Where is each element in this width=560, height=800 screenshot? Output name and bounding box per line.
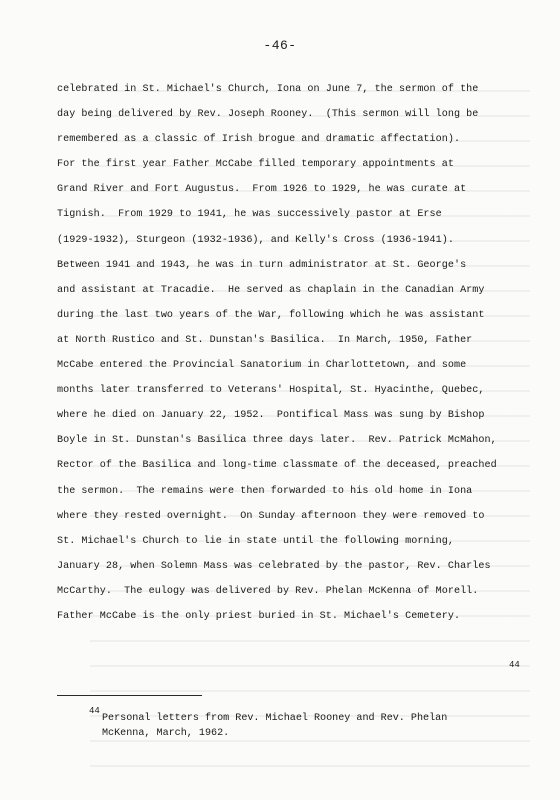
body-line: and assistant at Tracadie. He served as chaplain in the Canadian Army	[57, 284, 485, 296]
page-number: -46-	[263, 38, 297, 53]
footnote-line: Personal letters from Rev. Michael Rooney and Rev. Phelan	[102, 713, 448, 724]
body-line: at North Rustico and St. Dunstan's Basilica. In March, 1950, Father	[57, 334, 473, 346]
body-line: Rector of the Basilica and long-time classmate of the deceased, preached	[57, 460, 497, 472]
body-line: Boyle in St. Dunstan's Basilica three days later. Rev. Patrick McMahon,	[57, 435, 497, 447]
body-line: Grand River and Fort Augustus. From 1926 to 1929, he was curate at	[57, 184, 467, 196]
body-line: McCarthy. The eulogy was delivered by Rev. Phelan McKenna of Morell.	[57, 585, 479, 597]
body-line: months later transferred to Veterans' Hospital, St. Hyacinthe, Quebec,	[57, 385, 485, 397]
body-line: January 28, when Solemn Mass was celebrated by the pastor, Rev. Charles	[57, 560, 491, 572]
body-line: remembered as a classic of Irish brogue and dramatic affectation).	[57, 134, 461, 146]
body-text	[57, 77, 527, 629]
body-line: where they rested overnight. On Sunday afternoon they were removed to	[57, 510, 485, 522]
body-line: during the last two years of the War, following which he was assistant	[57, 309, 485, 321]
body-line: McCabe entered the Provincial Sanatorium in Charlottetown, and some	[57, 360, 467, 372]
body-line: Father McCabe is the only priest buried in St. Michael's Cemetery.	[57, 610, 461, 622]
footnote-divider	[57, 695, 202, 696]
body-line: where he died on January 22, 1952. Pontifical Mass was sung by Bishop	[57, 410, 485, 422]
body-line: For the first year Father McCabe filled temporary appointments at	[57, 159, 454, 171]
body-line: celebrated in St. Michael's Church, Iona on June 7, the sermon of the	[57, 84, 479, 95]
footnote-marker: 44	[89, 706, 100, 716]
body-line: St. Michael's Church to lie in state until the following morning,	[57, 535, 454, 547]
body-line: (1929-1932), Sturgeon (1932-1936), and Kelly's Cross (1936-1941).	[57, 234, 454, 246]
body-line: Between 1941 and 1943, he was in turn administrator at St. George's	[57, 259, 467, 271]
footnote-reference: 44	[509, 660, 520, 670]
body-line: day being delivered by Rev. Joseph Rooney. (This sermon will long be	[57, 109, 479, 121]
footnote	[102, 711, 522, 741]
footnote-line: McKenna, March, 1962.	[102, 728, 230, 739]
body-line: Tignish. From 1929 to 1941, he was successively pastor at Erse	[57, 209, 442, 221]
body-line: the sermon. The remains were then forwarded to his old home in Iona	[57, 485, 473, 497]
